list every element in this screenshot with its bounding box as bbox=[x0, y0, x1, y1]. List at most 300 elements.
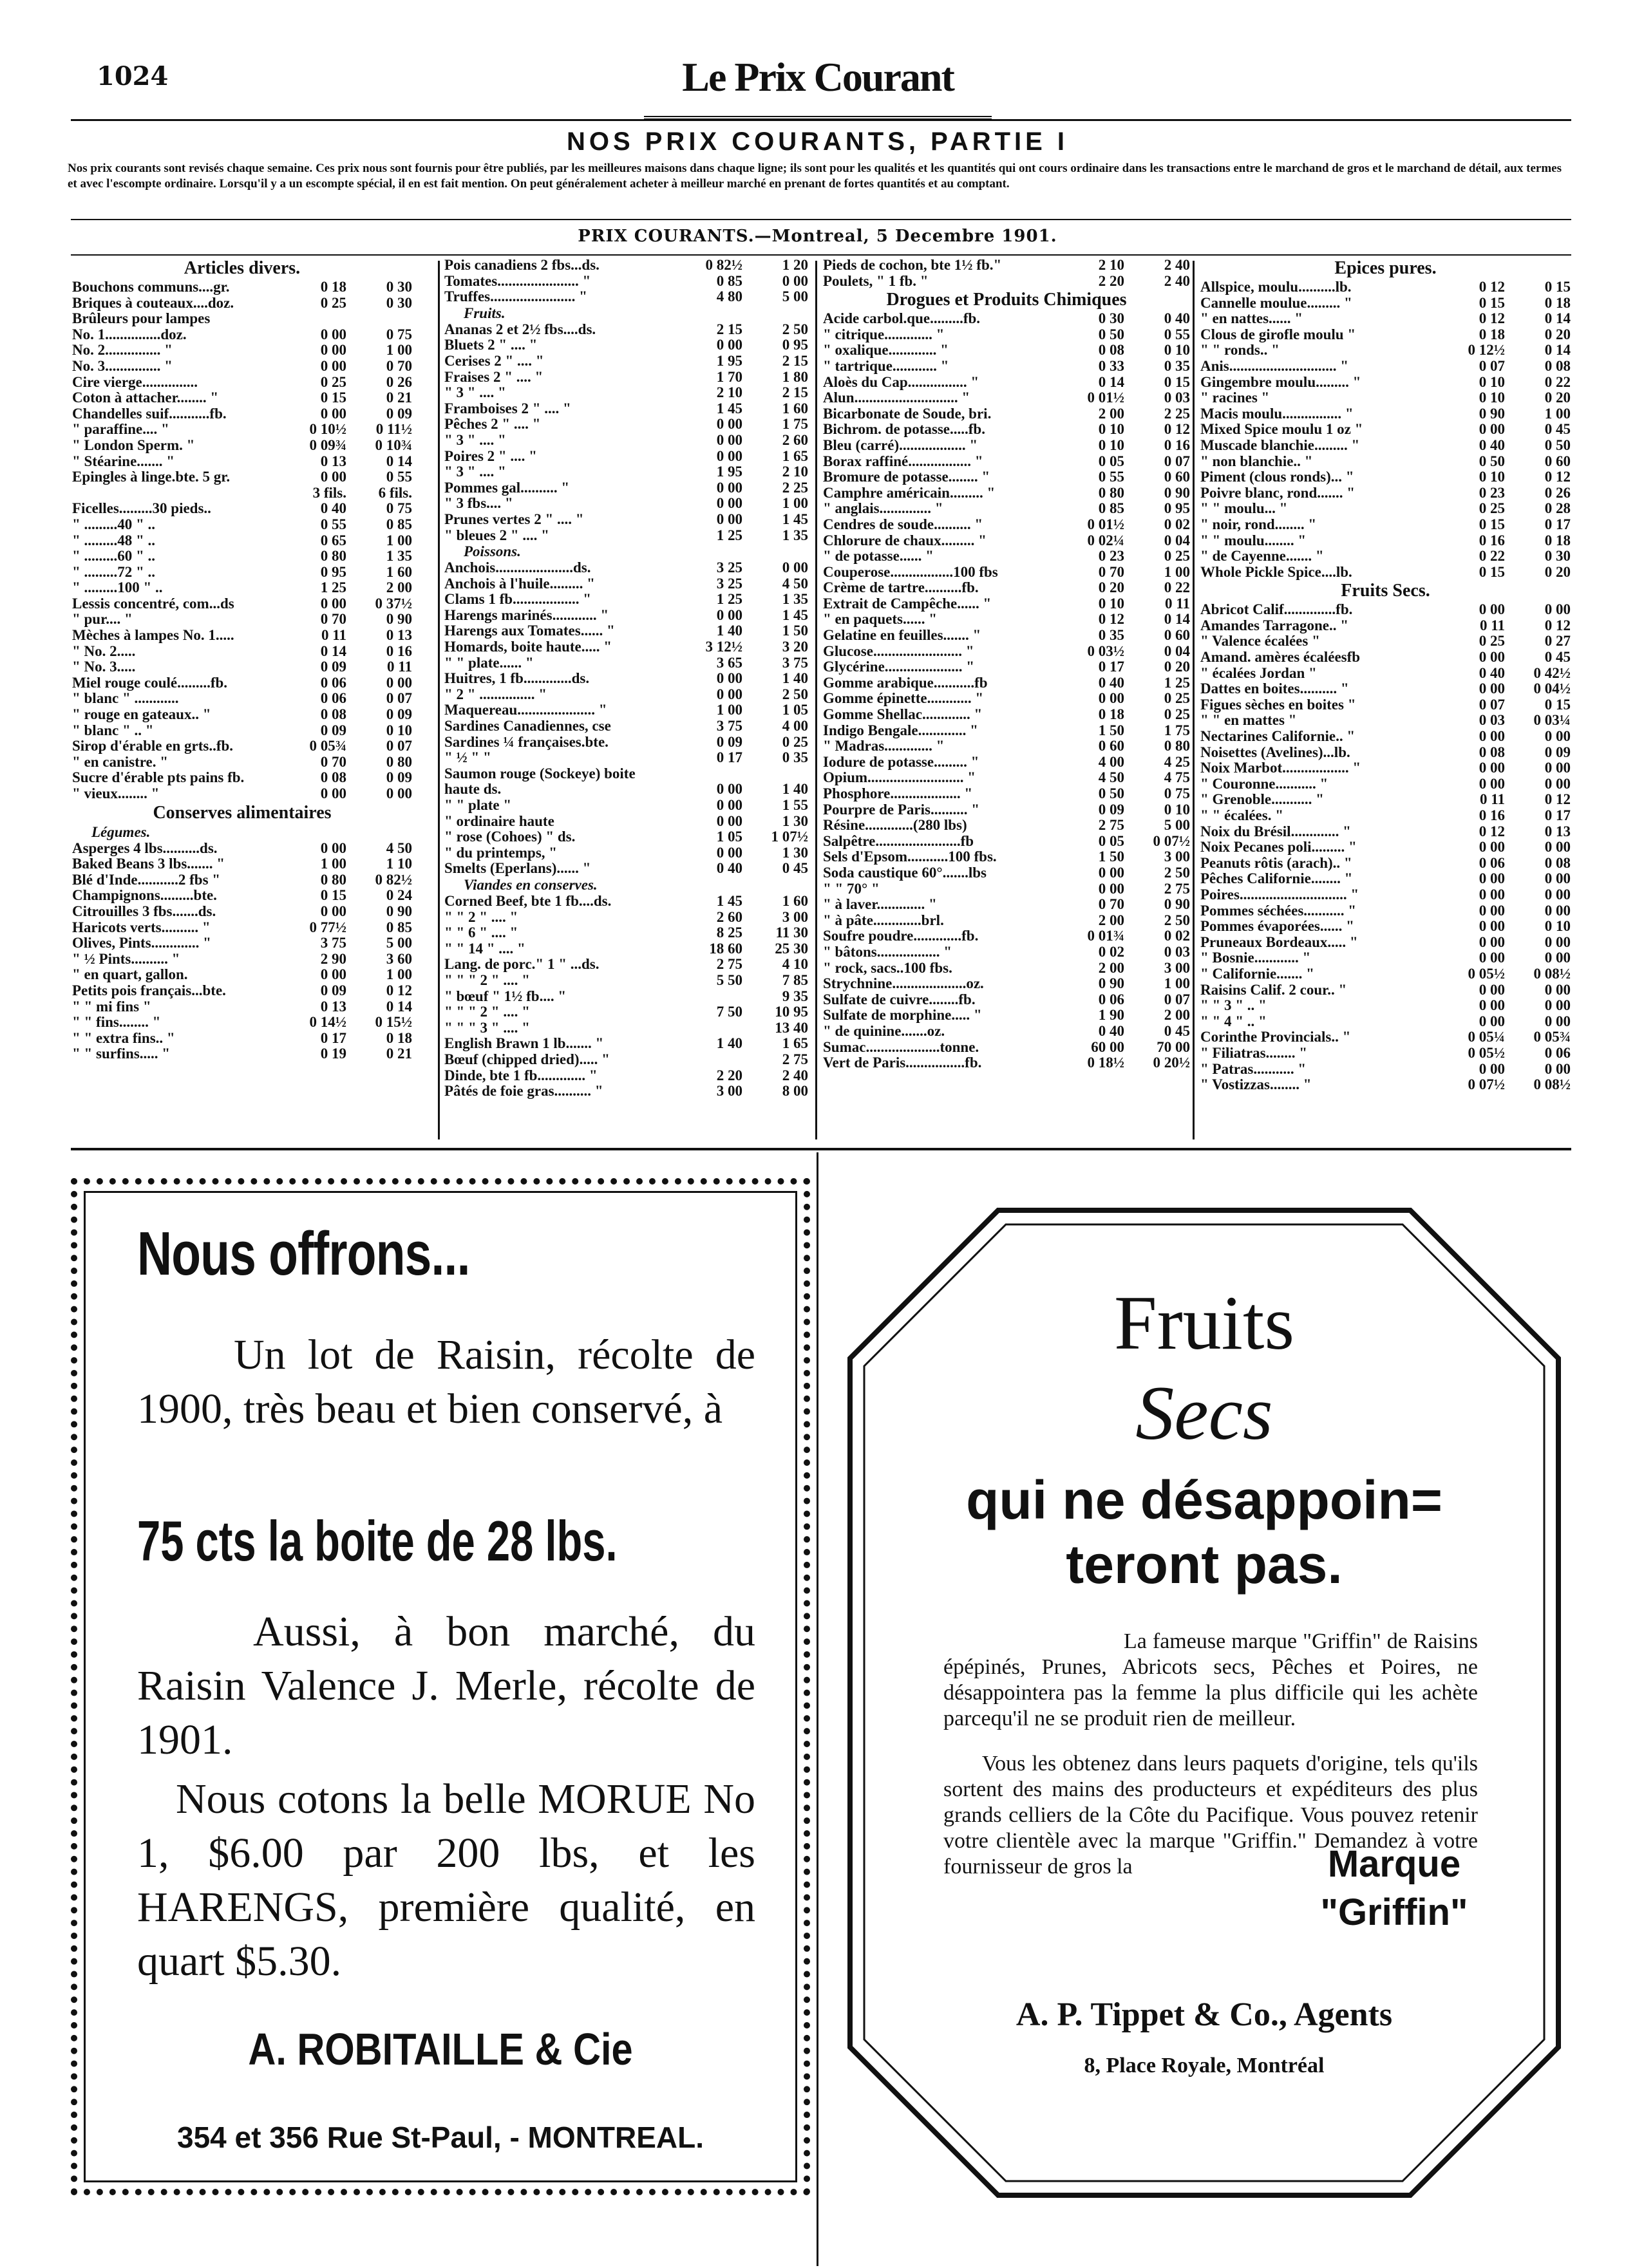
item-label: Haricots verts.......... " bbox=[72, 919, 211, 935]
subcategory-heading: Poissons. bbox=[464, 543, 521, 560]
price-low: 1 90 bbox=[1098, 1007, 1124, 1024]
item-label: Citrouilles 3 fbs.......ds. bbox=[72, 903, 216, 919]
item-label: " " 4 " .. " bbox=[1200, 1013, 1267, 1029]
price-low: 0 00 bbox=[716, 844, 742, 861]
item-label: " 3 " .... " bbox=[444, 464, 506, 480]
price-row bbox=[72, 659, 412, 675]
price-high: 1 30 bbox=[782, 844, 808, 861]
robitaille-advertisement bbox=[71, 1178, 810, 2195]
item-label: Fraises 2 " .... " bbox=[444, 369, 543, 385]
price-low: 0 65 bbox=[320, 532, 346, 548]
item-label: Sardines ¼ françaises.bte. bbox=[444, 734, 609, 750]
item-label: " .........48 " .. bbox=[72, 532, 156, 548]
item-label: Poires............................. " bbox=[1200, 886, 1359, 903]
price-low: 0 25 bbox=[1479, 500, 1505, 517]
price-low: 2 90 bbox=[320, 950, 346, 967]
price-low: 0 09 bbox=[1098, 801, 1124, 818]
price-high: 0 07 bbox=[386, 690, 412, 707]
price-high: 0 25 bbox=[1164, 706, 1190, 723]
price-row bbox=[1200, 792, 1571, 808]
item-label: Noisettes (Avelines)...lb. bbox=[1200, 744, 1350, 760]
price-low: 0 00 bbox=[1479, 933, 1505, 950]
ad-subtitle-2: teront pas. bbox=[1066, 1534, 1343, 1595]
item-label: Pêches Californie........ " bbox=[1200, 871, 1353, 887]
price-row bbox=[1200, 438, 1571, 454]
item-label: Soufre poudre.............fb. bbox=[823, 928, 979, 944]
price-low: 0 90 bbox=[1479, 405, 1505, 422]
price-high: 0 03 bbox=[1164, 943, 1190, 960]
item-label: " " plate " bbox=[444, 798, 512, 813]
item-label: Camphre américain......... " bbox=[823, 485, 996, 501]
item-label: " 2 " ............... " bbox=[444, 686, 547, 702]
price-high: 0 75 bbox=[1164, 785, 1190, 801]
price-high: 2 15 bbox=[782, 352, 808, 369]
item-label: Pommes gal.......... " bbox=[444, 480, 570, 496]
price-low: 0 08 bbox=[320, 706, 346, 723]
price-row bbox=[444, 623, 808, 639]
price-row bbox=[444, 289, 808, 305]
price-row bbox=[823, 596, 1190, 612]
price-low: 0 70 bbox=[1098, 896, 1124, 913]
price-high: 3 00 bbox=[1164, 848, 1190, 865]
price-row bbox=[1200, 935, 1571, 951]
price-row bbox=[444, 989, 808, 1005]
price-high: 2 50 bbox=[782, 686, 808, 702]
item-label: " bleues 2 " .... " bbox=[444, 527, 549, 543]
price-high: 0 00 bbox=[1544, 601, 1571, 618]
price-high: 0 14 bbox=[386, 453, 412, 469]
price-high: 5 00 bbox=[386, 935, 412, 951]
ad-body-1: La fameuse marque "Griffin" de Raisins épépinés, Prunes, Abricots secs, Pêches et Poires, ne désappointera pas la femme la plus difficile qui les achète parcequ'il ne se produit rien de meilleur. bbox=[943, 1629, 1478, 1730]
item-label: No. 2............... " bbox=[72, 342, 173, 359]
price-high: 0 11 bbox=[1165, 595, 1190, 612]
price-high: 0 11½ bbox=[375, 421, 412, 438]
price-row bbox=[72, 311, 412, 327]
price-row bbox=[72, 738, 412, 754]
price-high: 4 25 bbox=[1164, 753, 1190, 770]
item-label: " " " 2 " .... " bbox=[444, 972, 530, 988]
price-row bbox=[444, 370, 808, 386]
price-high: 3 20 bbox=[782, 639, 808, 655]
dateline: PRIX COURANTS.—Montreal, 5 Decembre 1901. bbox=[578, 227, 1057, 246]
price-row bbox=[823, 707, 1190, 723]
item-label: Homards, boite haute..... " bbox=[444, 639, 612, 655]
price-low: 0 00 bbox=[1098, 690, 1124, 707]
price-low: 2 20 bbox=[716, 1067, 742, 1083]
price-low: 0 05½ bbox=[1468, 1044, 1505, 1061]
price-row bbox=[72, 786, 412, 802]
price-row bbox=[444, 480, 808, 496]
price-high: 2 15 bbox=[782, 384, 808, 401]
price-high: 0 08½ bbox=[1533, 965, 1571, 982]
price-low: 5 50 bbox=[716, 971, 742, 988]
price-high: 0 60 bbox=[1544, 453, 1571, 469]
price-row bbox=[444, 639, 808, 655]
price-low: 0 00 bbox=[1479, 649, 1505, 666]
price-low: 2 00 bbox=[1098, 405, 1124, 422]
item-label: Lang. de porc." 1 " ...ds. bbox=[444, 957, 600, 973]
price-row bbox=[72, 565, 412, 581]
item-label: Cerises 2 " .... " bbox=[444, 353, 544, 369]
price-row bbox=[444, 798, 808, 814]
item-label: Phosphore................... " bbox=[823, 786, 973, 801]
item-label: Noix Pecanes poli......... " bbox=[1200, 839, 1357, 856]
price-high: 7 85 bbox=[782, 971, 808, 988]
price-row bbox=[72, 469, 412, 485]
price-high: 0 85 bbox=[386, 919, 412, 935]
price-row bbox=[1200, 1029, 1571, 1045]
price-high: 0 10 bbox=[1164, 342, 1190, 359]
price-row bbox=[823, 375, 1190, 391]
price-high: 2 50 bbox=[782, 321, 808, 337]
price-low: 0 00 bbox=[1479, 1013, 1505, 1029]
price-row bbox=[72, 628, 412, 644]
price-row bbox=[444, 910, 808, 926]
price-low: 0 80 bbox=[320, 871, 346, 888]
price-row bbox=[1200, 485, 1571, 501]
price-low: 0 16 bbox=[1479, 532, 1505, 548]
price-low: 3 75 bbox=[320, 935, 346, 951]
item-label: Brûleurs pour lampes bbox=[72, 311, 211, 327]
price-low: 0 14½ bbox=[309, 1014, 346, 1031]
price-low: 0 00 bbox=[1479, 981, 1505, 998]
price-low: 1 25 bbox=[716, 591, 742, 608]
price-low: 0 70 bbox=[1098, 563, 1124, 580]
item-label: Truffes....................... " bbox=[444, 289, 587, 305]
price-row bbox=[823, 818, 1190, 834]
price-high: 1 00 bbox=[386, 532, 412, 548]
price-row bbox=[823, 612, 1190, 628]
price-low: 0 40 bbox=[1098, 674, 1124, 691]
price-low: 0 15 bbox=[320, 389, 346, 406]
item-label: Clous de girofle moulu " bbox=[1200, 326, 1356, 342]
price-row bbox=[444, 718, 808, 735]
price-high: 0 18 bbox=[386, 1029, 412, 1046]
item-label: " " surfins..... " bbox=[72, 1046, 171, 1062]
price-row bbox=[72, 754, 412, 771]
item-label: " rose (Cohoes) " ds. bbox=[444, 829, 576, 845]
price-high: 3 00 bbox=[782, 908, 808, 925]
item-label: Champignons.........bte. bbox=[72, 888, 217, 904]
price-row bbox=[1200, 359, 1571, 375]
price-high: 0 00 bbox=[782, 272, 808, 289]
price-row bbox=[444, 322, 808, 338]
item-label: Pourpre de Paris.......... " bbox=[823, 801, 979, 818]
price-high: 0 10¾ bbox=[375, 436, 412, 453]
price-low: 0 23 bbox=[1479, 484, 1505, 501]
item-label: " " 2 " .... " bbox=[444, 909, 518, 925]
price-low: 0 09¾ bbox=[309, 436, 346, 453]
price-low: 0 33 bbox=[1098, 357, 1124, 374]
price-row bbox=[72, 841, 412, 857]
item-label: No. 1...............doz. bbox=[72, 326, 187, 342]
price-high: 0 07 bbox=[1164, 453, 1190, 469]
item-label: Glycérine..................... " bbox=[823, 659, 975, 675]
price-high: 1 00 bbox=[1164, 975, 1190, 992]
ad-price-line: 75 cts la boite de 28 lbs. bbox=[137, 1509, 618, 1573]
price-high: 0 37½ bbox=[375, 595, 412, 612]
item-label: Mèches à lampes No. 1..... bbox=[72, 628, 234, 644]
price-high: 70 00 bbox=[1157, 1038, 1190, 1055]
price-high: 0 02 bbox=[1164, 516, 1190, 532]
price-low: 2 75 bbox=[716, 956, 742, 973]
price-low: 0 00 bbox=[320, 785, 346, 801]
price-row bbox=[444, 735, 808, 751]
price-low: 0 14 bbox=[320, 642, 346, 659]
item-label: Opium.......................... " bbox=[823, 770, 976, 786]
price-high: 0 16 bbox=[1164, 436, 1190, 453]
item-label: Ficelles.........30 pieds.. bbox=[72, 501, 211, 517]
price-low bbox=[683, 1052, 742, 1068]
item-label: " " fins........ " bbox=[72, 1015, 161, 1031]
price-low: 0 40 bbox=[1098, 1022, 1124, 1039]
price-row bbox=[1200, 469, 1571, 485]
price-high: 0 20 bbox=[1544, 563, 1571, 580]
price-row bbox=[823, 390, 1190, 406]
price-low: 0 85 bbox=[716, 272, 742, 289]
price-row bbox=[72, 501, 412, 517]
item-label: Olives, Pints............. " bbox=[72, 935, 211, 951]
price-low: 0 00 bbox=[320, 405, 346, 422]
price-row bbox=[1200, 633, 1571, 650]
price-row bbox=[72, 707, 412, 723]
item-label: Amand. amères écaléesfb bbox=[1200, 650, 1361, 666]
item-label: Huitres, 1 fb.............ds. bbox=[444, 671, 590, 687]
price-row bbox=[72, 375, 412, 391]
item-label: Pruneaux Bordeaux..... " bbox=[1200, 934, 1358, 950]
price-low: 0 12 bbox=[1098, 611, 1124, 628]
price-high: 0 20 bbox=[1544, 326, 1571, 342]
price-low: 0 50 bbox=[1098, 785, 1124, 801]
price-high: 0 45 bbox=[1544, 649, 1571, 666]
price-low: 0 09 bbox=[716, 733, 742, 750]
price-low: 7 50 bbox=[716, 1004, 742, 1020]
item-label: Bicarbonate de Soude, bri. bbox=[823, 406, 992, 422]
price-high: 0 14 bbox=[1164, 611, 1190, 628]
item-label: " racines " bbox=[1200, 390, 1270, 406]
price-row bbox=[72, 723, 412, 739]
price-row bbox=[823, 802, 1190, 818]
price-low: 0 70 bbox=[320, 753, 346, 770]
item-label: " rouge en gateaux.. " bbox=[72, 707, 211, 723]
price-low: 0 00 bbox=[1479, 997, 1505, 1014]
item-label: Asperges 4 lbs..........ds. bbox=[72, 840, 218, 856]
price-low: 4 80 bbox=[716, 288, 742, 305]
item-label: Cannelle moulue......... " bbox=[1200, 295, 1352, 311]
price-low: 2 20 bbox=[1098, 272, 1124, 289]
price-high: 0 09 bbox=[386, 706, 412, 723]
price-row bbox=[823, 454, 1190, 470]
price-row bbox=[72, 644, 412, 660]
item-label: " " en mattes " bbox=[1200, 713, 1297, 729]
price-high: 0 00 bbox=[1544, 728, 1571, 745]
price-low: 0 80 bbox=[1098, 484, 1124, 501]
item-label: " London Sperm. " bbox=[72, 437, 195, 453]
price-row bbox=[823, 1024, 1190, 1040]
price-row bbox=[1200, 697, 1571, 713]
price-high: 0 80 bbox=[386, 753, 412, 770]
item-label: " oxalique............. " bbox=[823, 342, 949, 359]
price-low: 0 10 bbox=[1479, 389, 1505, 406]
item-label: " ordinaire haute bbox=[444, 813, 554, 829]
price-high: 0 30 bbox=[1544, 548, 1571, 565]
price-high: 0 42½ bbox=[1533, 664, 1571, 681]
category-heading: Articles divers. bbox=[184, 258, 301, 278]
item-label: " en canistre. " bbox=[72, 754, 169, 770]
item-label: Maquereau..................... " bbox=[444, 702, 607, 718]
price-high: 1 30 bbox=[782, 812, 808, 829]
price-high: 0 04 bbox=[1164, 532, 1190, 548]
top-rule bbox=[71, 119, 1571, 121]
item-label: Saumon rouge (Sockeye) boite bbox=[444, 765, 636, 782]
item-label: " en nattes...... " bbox=[1200, 311, 1303, 327]
item-label: " " plate...... " bbox=[444, 655, 534, 671]
price-row bbox=[823, 944, 1190, 961]
price-low: 2 10 bbox=[1098, 258, 1124, 273]
price-row bbox=[72, 359, 412, 375]
price-row bbox=[823, 675, 1190, 691]
price-high: 0 10 bbox=[1544, 918, 1571, 935]
price-high: 0 85 bbox=[386, 516, 412, 532]
item-label: Vert de Paris................fb. bbox=[823, 1055, 982, 1071]
price-low: 0 25 bbox=[1479, 633, 1505, 650]
price-high: 0 60 bbox=[1164, 469, 1190, 485]
price-low: 1 50 bbox=[1098, 722, 1124, 738]
price-high: 1 25 bbox=[1164, 674, 1190, 691]
price-row bbox=[1200, 517, 1571, 533]
price-low: 0 00 bbox=[1479, 760, 1505, 776]
price-low: 0 06 bbox=[320, 690, 346, 707]
price-low: 0 15 bbox=[1479, 516, 1505, 532]
price-low: 3 25 bbox=[716, 575, 742, 592]
price-low: 0 00 bbox=[716, 479, 742, 496]
price-row bbox=[72, 675, 412, 691]
price-high: 0 08 bbox=[1544, 357, 1571, 374]
subcategory-heading: Viandes en conserves. bbox=[464, 876, 598, 893]
price-row bbox=[823, 738, 1190, 754]
ad-paragraph-valence: Aussi, à bon marché, du Raisin Valence J. Merle, récolte de 1901. bbox=[137, 1608, 755, 1763]
item-label: " Californie....... " bbox=[1200, 966, 1314, 982]
category-heading: Fruits Secs. bbox=[1341, 581, 1430, 601]
price-low: 1 95 bbox=[716, 352, 742, 369]
price-row bbox=[444, 1020, 808, 1036]
griffin-advertisement bbox=[837, 1197, 1571, 2208]
price-row bbox=[444, 702, 808, 718]
item-label: " à laver............. " bbox=[823, 897, 937, 913]
price-high: 0 55 bbox=[386, 469, 412, 485]
price-row bbox=[823, 1007, 1190, 1024]
item-label: " du printemps, " bbox=[444, 845, 558, 861]
price-high: 13 40 bbox=[775, 1019, 808, 1036]
price-high: 2 40 bbox=[1164, 258, 1190, 273]
price-row bbox=[72, 390, 412, 406]
item-label: Chandelles suif...........fb. bbox=[72, 406, 227, 422]
price-low: 0 25 bbox=[320, 294, 346, 311]
price-low: 0 82½ bbox=[705, 258, 742, 273]
price-row bbox=[1200, 681, 1571, 697]
item-label: " .........72 " .. bbox=[72, 564, 156, 580]
price-row bbox=[444, 608, 808, 624]
price-low: 0 00 bbox=[1479, 870, 1505, 887]
price-row bbox=[823, 438, 1190, 454]
price-low: 3 12½ bbox=[705, 639, 742, 655]
price-low: 0 11 bbox=[1480, 617, 1505, 633]
price-row bbox=[823, 1055, 1190, 1071]
item-label: " No. 2..... bbox=[72, 643, 136, 659]
price-low: 0 90 bbox=[1098, 975, 1124, 992]
price-low: 0 02 bbox=[1098, 943, 1124, 960]
price-low: 0 01½ bbox=[1087, 516, 1124, 532]
price-low: 0 77½ bbox=[309, 919, 346, 935]
price-row bbox=[823, 644, 1190, 660]
price-row bbox=[72, 920, 412, 936]
price-high: 0 26 bbox=[386, 373, 412, 390]
price-high: 0 27 bbox=[1544, 633, 1571, 650]
item-label: " non blanchie.. " bbox=[1200, 453, 1313, 469]
price-high: 1 35 bbox=[782, 527, 808, 543]
price-high: 0 06 bbox=[1544, 1044, 1571, 1061]
price-low: 1 05 bbox=[716, 829, 742, 845]
price-row bbox=[1200, 666, 1571, 682]
price-high: 0 00 bbox=[1544, 839, 1571, 856]
item-label: Bromure de potasse........ " bbox=[823, 469, 990, 485]
price-high: 0 00 bbox=[1544, 760, 1571, 776]
price-row bbox=[823, 580, 1190, 596]
price-row bbox=[1200, 548, 1571, 565]
price-low: 2 15 bbox=[716, 321, 742, 337]
item-label: Borax raffiné................. " bbox=[823, 453, 983, 469]
price-low: 0 19 bbox=[320, 1045, 346, 1062]
price-row bbox=[444, 592, 808, 608]
price-low: 1 45 bbox=[716, 892, 742, 909]
price-row bbox=[823, 849, 1190, 865]
price-row bbox=[1200, 839, 1571, 856]
price-high: 2 75 bbox=[1164, 880, 1190, 897]
price-row bbox=[72, 327, 412, 343]
price-row bbox=[72, 872, 412, 888]
price-row bbox=[823, 274, 1190, 290]
price-row bbox=[444, 1052, 808, 1068]
intro-rule bbox=[71, 219, 1571, 220]
category-heading: Conserves alimentaires bbox=[153, 802, 332, 823]
price-row bbox=[444, 957, 808, 973]
price-high: 0 70 bbox=[386, 357, 412, 374]
price-high: 4 10 bbox=[782, 956, 808, 973]
price-row bbox=[1200, 602, 1571, 618]
price-low: 0 95 bbox=[320, 563, 346, 580]
item-label: Abricot Calif..............fb. bbox=[1200, 602, 1353, 618]
price-low: 0 00 bbox=[716, 511, 742, 527]
price-low: 0 50 bbox=[1479, 453, 1505, 469]
price-row bbox=[1200, 295, 1571, 312]
price-low: 3 fils. bbox=[312, 484, 346, 501]
price-low: 4 50 bbox=[1098, 769, 1124, 786]
price-low: 0 00 bbox=[1479, 1060, 1505, 1077]
price-row bbox=[72, 999, 412, 1015]
price-high: 2 60 bbox=[782, 431, 808, 448]
price-row bbox=[72, 983, 412, 999]
price-low: 2 00 bbox=[1098, 959, 1124, 976]
item-label: " vieux........ " bbox=[72, 786, 160, 801]
ad-paragraph-raisin: Un lot de Raisin, récolte de 1900, très beau et bien conservé, à bbox=[137, 1331, 755, 1432]
price-high: 1 80 bbox=[782, 368, 808, 385]
price-row bbox=[823, 881, 1190, 897]
price-high: 0 15½ bbox=[375, 1014, 412, 1031]
item-label: Petits pois français...bte. bbox=[72, 982, 226, 998]
price-high: 10 95 bbox=[775, 1004, 808, 1020]
subcategory-heading: Fruits. bbox=[464, 305, 506, 321]
price-high: 0 21 bbox=[386, 389, 412, 406]
